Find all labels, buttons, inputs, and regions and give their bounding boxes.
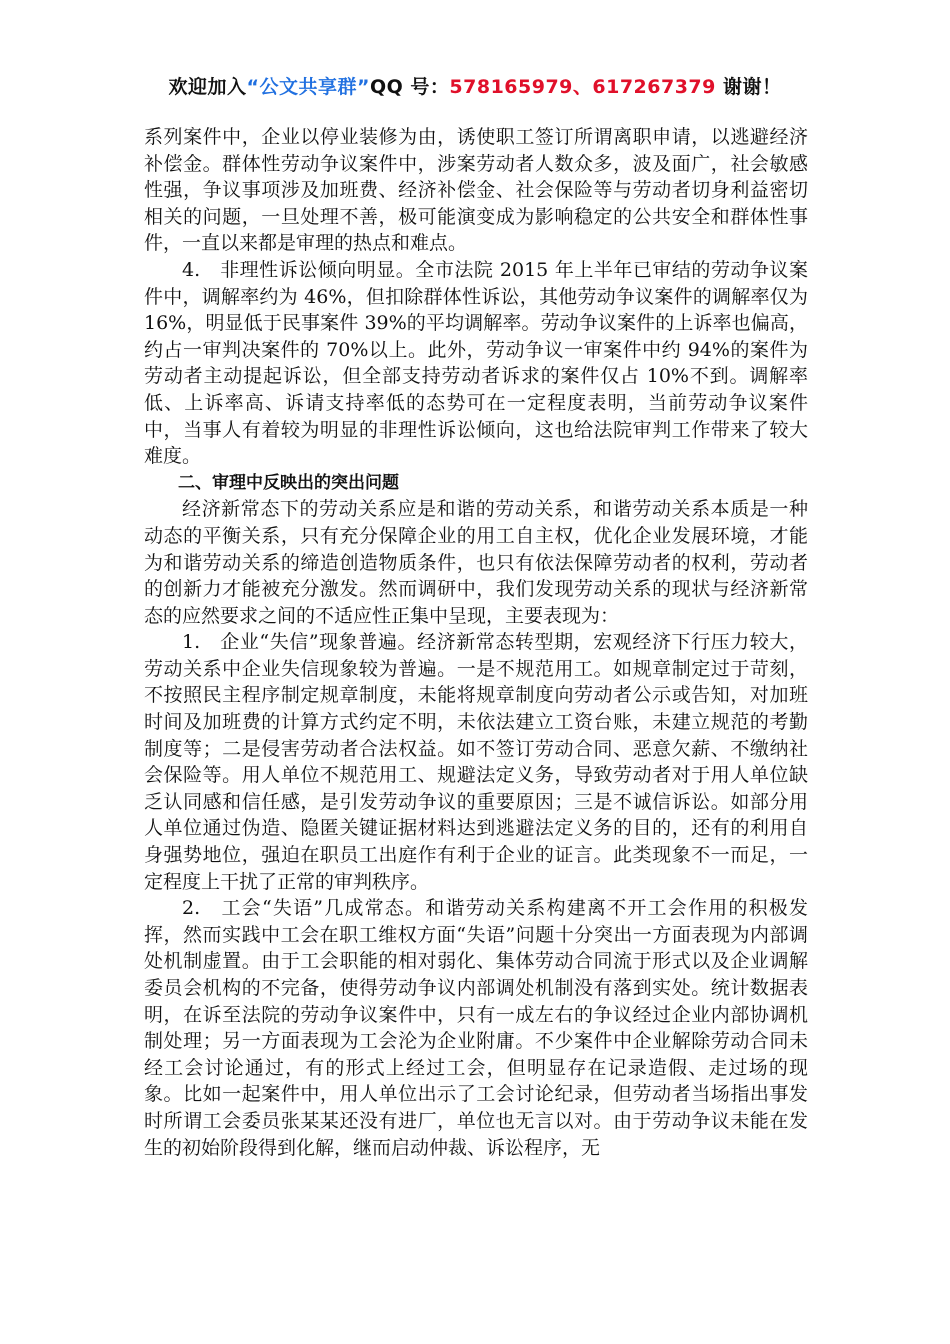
paragraph-item-1: 1. 企业“失信”现象普遍。经济新常态转型期，宏观经济下行压力较大，劳动关系中企业失信现象较为普遍。一是不规范用工。如规章制定过于苛刻，不按照民主程序制定规章制度，未能将规章制度向劳动者公示或告知，对加班时间及加班费的计算方式约定不明，未依法建立工资台账，未建立规范的考勤制度等；二是侵害劳动者合法权益。如不签订劳动合同、恶意欠薪、不缴纳社会保险等。用人单位不规范用工、规避法定义务，导致劳动者对于用人单位缺乏认同感和信任感，是引发劳动争议的重要原因；三是不诚信诉讼。如部分用人单位通过伪造、隐匿关键证据材料达到逃避法定义务的目的，还有的利用自身强势地位，强迫在职员工出庭作有利于企业的证言。此类现象不一而足，一定程度上干扰了正常的审判秩序。 [144, 631, 808, 893]
paragraph-item-2: 2. 工会“失语”几成常态。和谐劳动关系构建离不开工会作用的积极发挥，然而实践中工会在职工维权方面“失语”问题十分突出一方面表现为内部调处机制虚置。由于工会职能的相对弱化、集体劳动合同流于形式以及企业调解委员会机构的不完备，使得劳动争议内部调处机制没有落到实处。统计数据表明，在诉至法院的劳动争议案件中，只有一成左右的争议经过企业内部协调机制处理；另一方面表现为工会沦为企业附庸。不少案件中企业解除劳动合同未经工会讨论通过，有的形式上经过工会，但明显存在记录造假、走过场的现象。比如一起案件中，用人单位出示了工会讨论纪录，但劳动者当场指出事发时所谓工会委员张某某还没有进厂，单位也无言以对。由于劳动争议未能在发生的初始阶段得到化解，继而启动仲裁、诉讼程序，无 [144, 897, 808, 1159]
header-qq-label: QQ 号： [369, 76, 450, 98]
header-suffix: 谢谢！ [715, 76, 782, 98]
header-group-name: “公文共享群” [246, 76, 370, 98]
paragraph-intro: 经济新常态下的劳动关系应是和谐的劳动关系，和谐劳动关系本质是一种动态的平衡关系，只有充分保障企业的用工自主权，优化企业发展环境，才能为和谐劳动关系的缔造创造物质条件，也只有依法保障劳动者的权利，劳动者的创新力才能被充分激发。然而调研中，我们发现劳动关系的现状与经济新常态的应然要求之间的不适应性正集中呈现，主要表现为： [144, 498, 808, 627]
paragraph-item-4: 4. 非理性诉讼倾向明显。全市法院 2015 年上半年已审结的劳动争议案件中，调解率约为 46%，但扣除群体性诉讼，其他劳动争议案件的调解率仅为 16%，明显低于民事案件 39%的平均调解率。劳动争议案件的上诉率也偏高，约占一审判决案件的 70%以上。此外，劳动争议一审案件中约 94%的案件为劳动者主动提起诉讼，但全部支持劳动者诉求的案件仅占 10%不到。调解率低、上诉率高、诉请支持率低的态势可在一定程度表明，当前劳动争议案件中，当事人有着较为明显的非理性诉讼倾向，这也给法院审判工作带来了较大难度。 [144, 258, 808, 468]
header-qq-numbers: 578165979、617267379 [449, 76, 716, 98]
paragraph-continuation: 系列案件中，企业以停业装修为由，诱使职工签订所谓离职申请，以逃避经济补偿金。群体性劳动争议案件中，涉案劳动者人数众多，波及面广，社会敏感性强，争议事项涉及加班费、经济补偿金、社会保险等与劳动者切身利益密切相关的问题，一旦处理不善，极可能演变成为影响稳定的公共安全和群体性事件，一直以来都是审理的热点和难点。 [144, 126, 808, 255]
document-body [144, 124, 808, 1161]
section-heading: 二、审理中反映出的突出问题 [178, 472, 399, 493]
header-prefix: 欢迎加入 [168, 76, 247, 98]
page-header [0, 72, 950, 99]
